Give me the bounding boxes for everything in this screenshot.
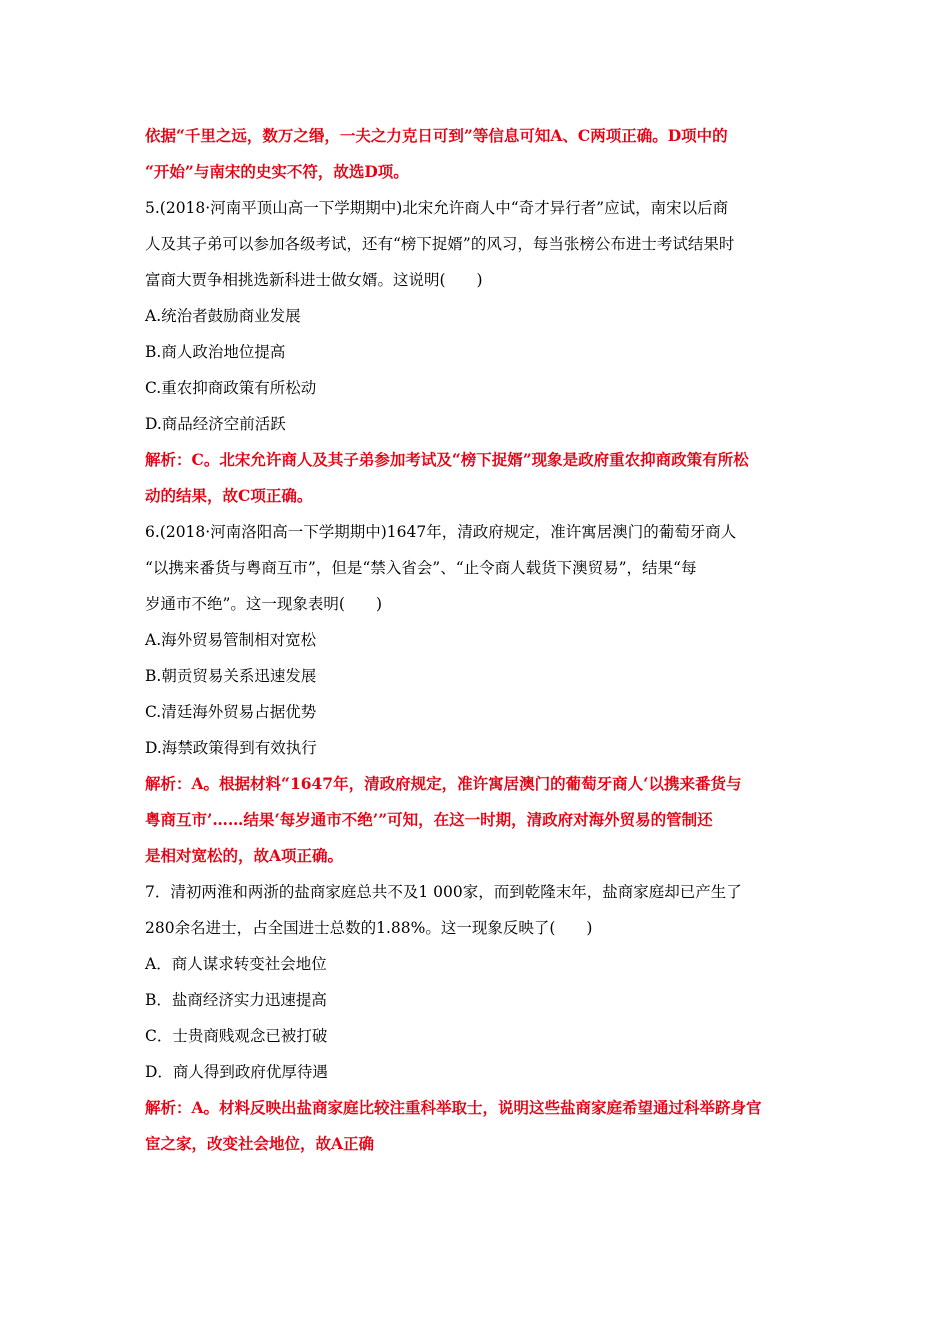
question-stem-line: 7．清初两淮和两浙的盐商家庭总共不及1 000家，而到乾隆末年，盐商家庭却已产生了 [145,883,742,901]
question-stem-line: 人及其子弟可以参加各级考试，还有“榜下捉婿”的风习，每当张榜公布进士考试结果时 [145,235,735,253]
analysis-line: 宦之家，改变社会地位，故A正确 [145,1134,375,1153]
analysis-line: 粤商互市’……结果‘每岁通市不绝’”可知，在这一时期，清政府对海外贸易的管制还 [145,810,713,829]
question-stem-line: 富商大贾争相挑选新科进士做女婿。这说明( ) [145,271,483,289]
option-d: D.商品经济空前活跃 [145,415,286,433]
previous-analysis [145,118,810,190]
question-6 [145,514,810,874]
option-b: B.朝贡贸易关系迅速发展 [145,667,317,685]
analysis-line: 是相对宽松的，故A项正确。 [145,846,344,865]
question-stem-line: 280余名进士，占全国进士总数的1.88%。这一现象反映了( ) [145,919,593,937]
document-page [145,118,810,1162]
analysis-line: 解析：A。材料反映出盐商家庭比较注重科举取士，说明这些盐商家庭希望通过科举跻身官 [145,1098,762,1117]
question-7 [145,874,810,1162]
option-d: D．商人得到政府优厚待遇 [145,1063,328,1081]
question-stem-line: 6.(2018·河南洛阳高一下学期期中)1647年，清政府规定，准许寓居澳门的葡萄牙商人 [145,523,737,541]
option-a: A.统治者鼓励商业发展 [145,307,301,325]
question-stem-line: “以携来番货与粤商互市”，但是“禁入省会”、“止令商人载货下澳贸易”，结果“每 [145,559,697,577]
option-c: C.重农抑商政策有所松动 [145,379,317,397]
analysis-line: 动的结果，故C项正确。 [145,486,313,505]
question-5 [145,190,810,514]
option-a: A.海外贸易管制相对宽松 [145,631,317,649]
analysis-line: “开始”与南宋的史实不符，故选D项。 [145,162,409,181]
analysis-line: 解析：C。北宋允许商人及其子弟参加考试及“榜下捉婿”现象是政府重农抑商政策有所松 [145,450,749,469]
analysis-line: 依据“千里之远，数万之缗，一夫之力克日可到”等信息可知A、C两项正确。D项中的 [145,126,728,145]
analysis-line: 解析：A。根据材料“1647年，清政府规定，准许寓居澳门的葡萄牙商人‘以携来番货与 [145,774,742,793]
question-stem-line: 岁通市不绝”。这一现象表明( ) [145,595,383,613]
option-c: C．士贵商贱观念已被打破 [145,1027,328,1045]
question-stem-line: 5.(2018·河南平顶山高一下学期期中)北宋允许商人中“奇才异行者”应试，南宋以后商 [145,199,729,217]
option-b: B.商人政治地位提高 [145,343,286,361]
option-b: B．盐商经济实力迅速提高 [145,991,327,1009]
option-a: A．商人谋求转变社会地位 [145,955,327,973]
option-d: D.海禁政策得到有效执行 [145,739,317,757]
option-c: C.清廷海外贸易占据优势 [145,703,317,721]
